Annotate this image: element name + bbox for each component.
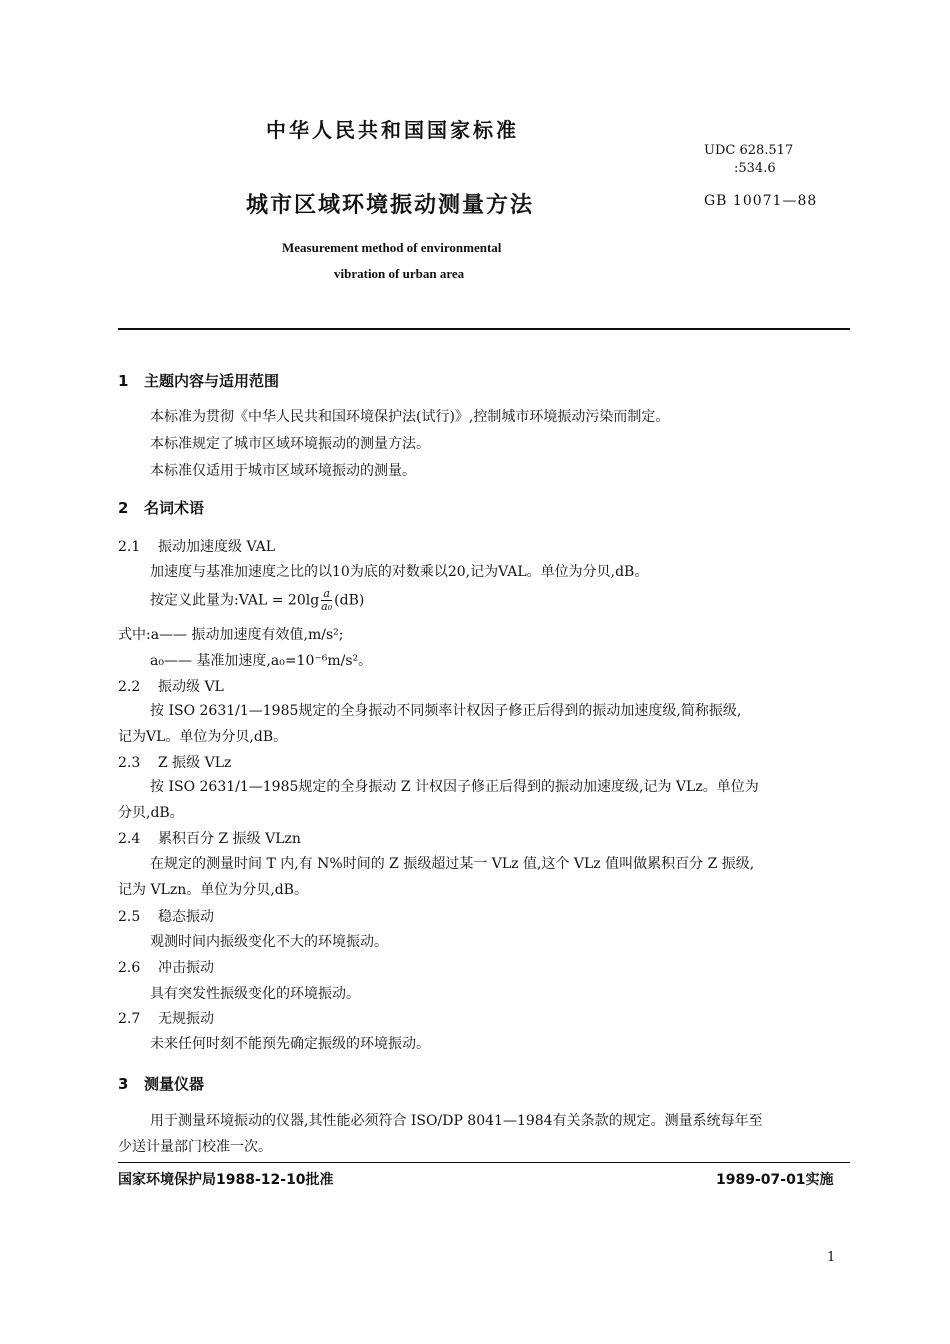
paragraph-continued: 分贝,dB。: [118, 805, 184, 821]
effective-date: 1989-07-01实施: [716, 1172, 834, 1188]
subsection-title: 无规振动: [158, 1011, 214, 1027]
paragraph: 在规定的测量时间 T 内,有 N%时间的 Z 振级超过某一 VLz 值,这个 VLz 值叫做累积百分 Z 振级,: [150, 856, 755, 872]
english-title-line-1: Measurement method of environmental: [282, 240, 502, 255]
formula: [150, 588, 364, 613]
subsection-number: 2.1: [118, 539, 141, 555]
paragraph: 加速度与基准加速度之比的以10为底的对数乘以20,记为VAL。单位为分贝,dB。: [150, 564, 649, 580]
paragraph: 本标准规定了城市区域环境振动的测量方法。: [150, 436, 430, 452]
udc-line-1: UDC 628.517: [704, 143, 794, 158]
definition-line: a₀—— 基准加速度,a₀=10⁻⁶m/s²。: [150, 653, 373, 669]
subsection-title: 稳态振动: [158, 909, 214, 925]
subsection-2-3-heading: [118, 752, 231, 772]
subsection-2-7-heading: [118, 1008, 214, 1028]
fraction-numerator: a: [321, 588, 332, 601]
section-3-heading: [118, 1073, 204, 1094]
standard-name: 中华人民共和国国家标准: [266, 118, 519, 142]
paragraph: 未来任何时刻不能预先确定振级的环境振动。: [150, 1036, 430, 1052]
section-2-heading: [118, 497, 204, 518]
footer-divider: [118, 1162, 850, 1163]
section-title: 测量仪器: [144, 1075, 205, 1093]
section-number: 3: [118, 1075, 129, 1093]
section-number: 1: [118, 372, 129, 390]
paragraph-continued: 少送计量部门校准一次。: [118, 1139, 272, 1155]
subsection-2-6-heading: [118, 957, 214, 977]
gb-number: GB 10071—88: [704, 193, 818, 209]
subsection-number: 2.3: [118, 755, 141, 771]
subsection-2-1-heading: [118, 536, 275, 556]
section-1-heading: [118, 370, 279, 391]
approval-date: 国家环境保护局1988-12-10批准: [118, 1172, 334, 1188]
section-title: 名词术语: [144, 499, 205, 517]
subsection-number: 2.6: [118, 960, 141, 976]
subsection-number: 2.2: [118, 679, 141, 695]
section-number: 2: [118, 499, 129, 517]
formula-prefix: 按定义此量为:VAL = 20lg: [150, 592, 320, 609]
subsection-title: 振动加速度级 VAL: [158, 539, 276, 555]
document-title: 城市区域环境振动测量方法: [246, 193, 535, 218]
subsection-number: 2.4: [118, 831, 141, 847]
paragraph: 观测时间内振级变化不大的环境振动。: [150, 934, 388, 950]
subsection-number: 2.7: [118, 1011, 141, 1027]
subsection-2-4-heading: [118, 828, 301, 848]
paragraph-continued: 记为VL。单位为分贝,dB。: [118, 729, 288, 745]
paragraph-continued: 记为 VLzn。单位为分贝,dB。: [118, 882, 308, 898]
subsection-2-2-heading: [118, 676, 224, 696]
subsection-title: 冲击振动: [158, 960, 214, 976]
subsection-title: Z 振级 VLz: [158, 755, 232, 771]
paragraph: 用于测量环境振动的仪器,其性能必须符合 ISO/DP 8041—1984有关条款的规定。测量系统每年至: [150, 1113, 763, 1129]
paragraph: 按 ISO 2631/1—1985规定的全身振动不同频率计权因子修正后得到的振动加速度级,简称振级,: [150, 703, 742, 719]
subsection-number: 2.5: [118, 909, 141, 925]
paragraph: 本标准仅适用于城市区域环境振动的测量。: [150, 463, 416, 479]
subsection-title: 累积百分 Z 振级 VLzn: [158, 831, 301, 847]
paragraph: 按 ISO 2631/1—1985规定的全身振动 Z 计权因子修正后得到的振动加速度级,记为 VLz。单位为: [150, 779, 759, 795]
section-title: 主题内容与适用范围: [144, 372, 280, 390]
formula-suffix: (dB): [334, 592, 365, 609]
page-number: 1: [827, 1250, 836, 1265]
subsection-title: 振动级 VL: [158, 679, 224, 695]
fraction-denominator: a₀: [321, 600, 333, 613]
paragraph: 本标准为贯彻《中华人民共和国环境保护法(试行)》,控制城市环境振动污染而制定。: [150, 409, 670, 425]
formula-fraction: [321, 588, 332, 613]
paragraph: 具有突发性振级变化的环境振动。: [150, 986, 360, 1002]
definition-line: 式中:a—— 振动加速度有效值,m/s²;: [118, 627, 344, 643]
udc-line-2: :534.6: [734, 161, 776, 176]
header-divider: [118, 328, 850, 330]
english-title-line-2: vibration of urban area: [334, 266, 465, 281]
subsection-2-5-heading: [118, 906, 214, 926]
